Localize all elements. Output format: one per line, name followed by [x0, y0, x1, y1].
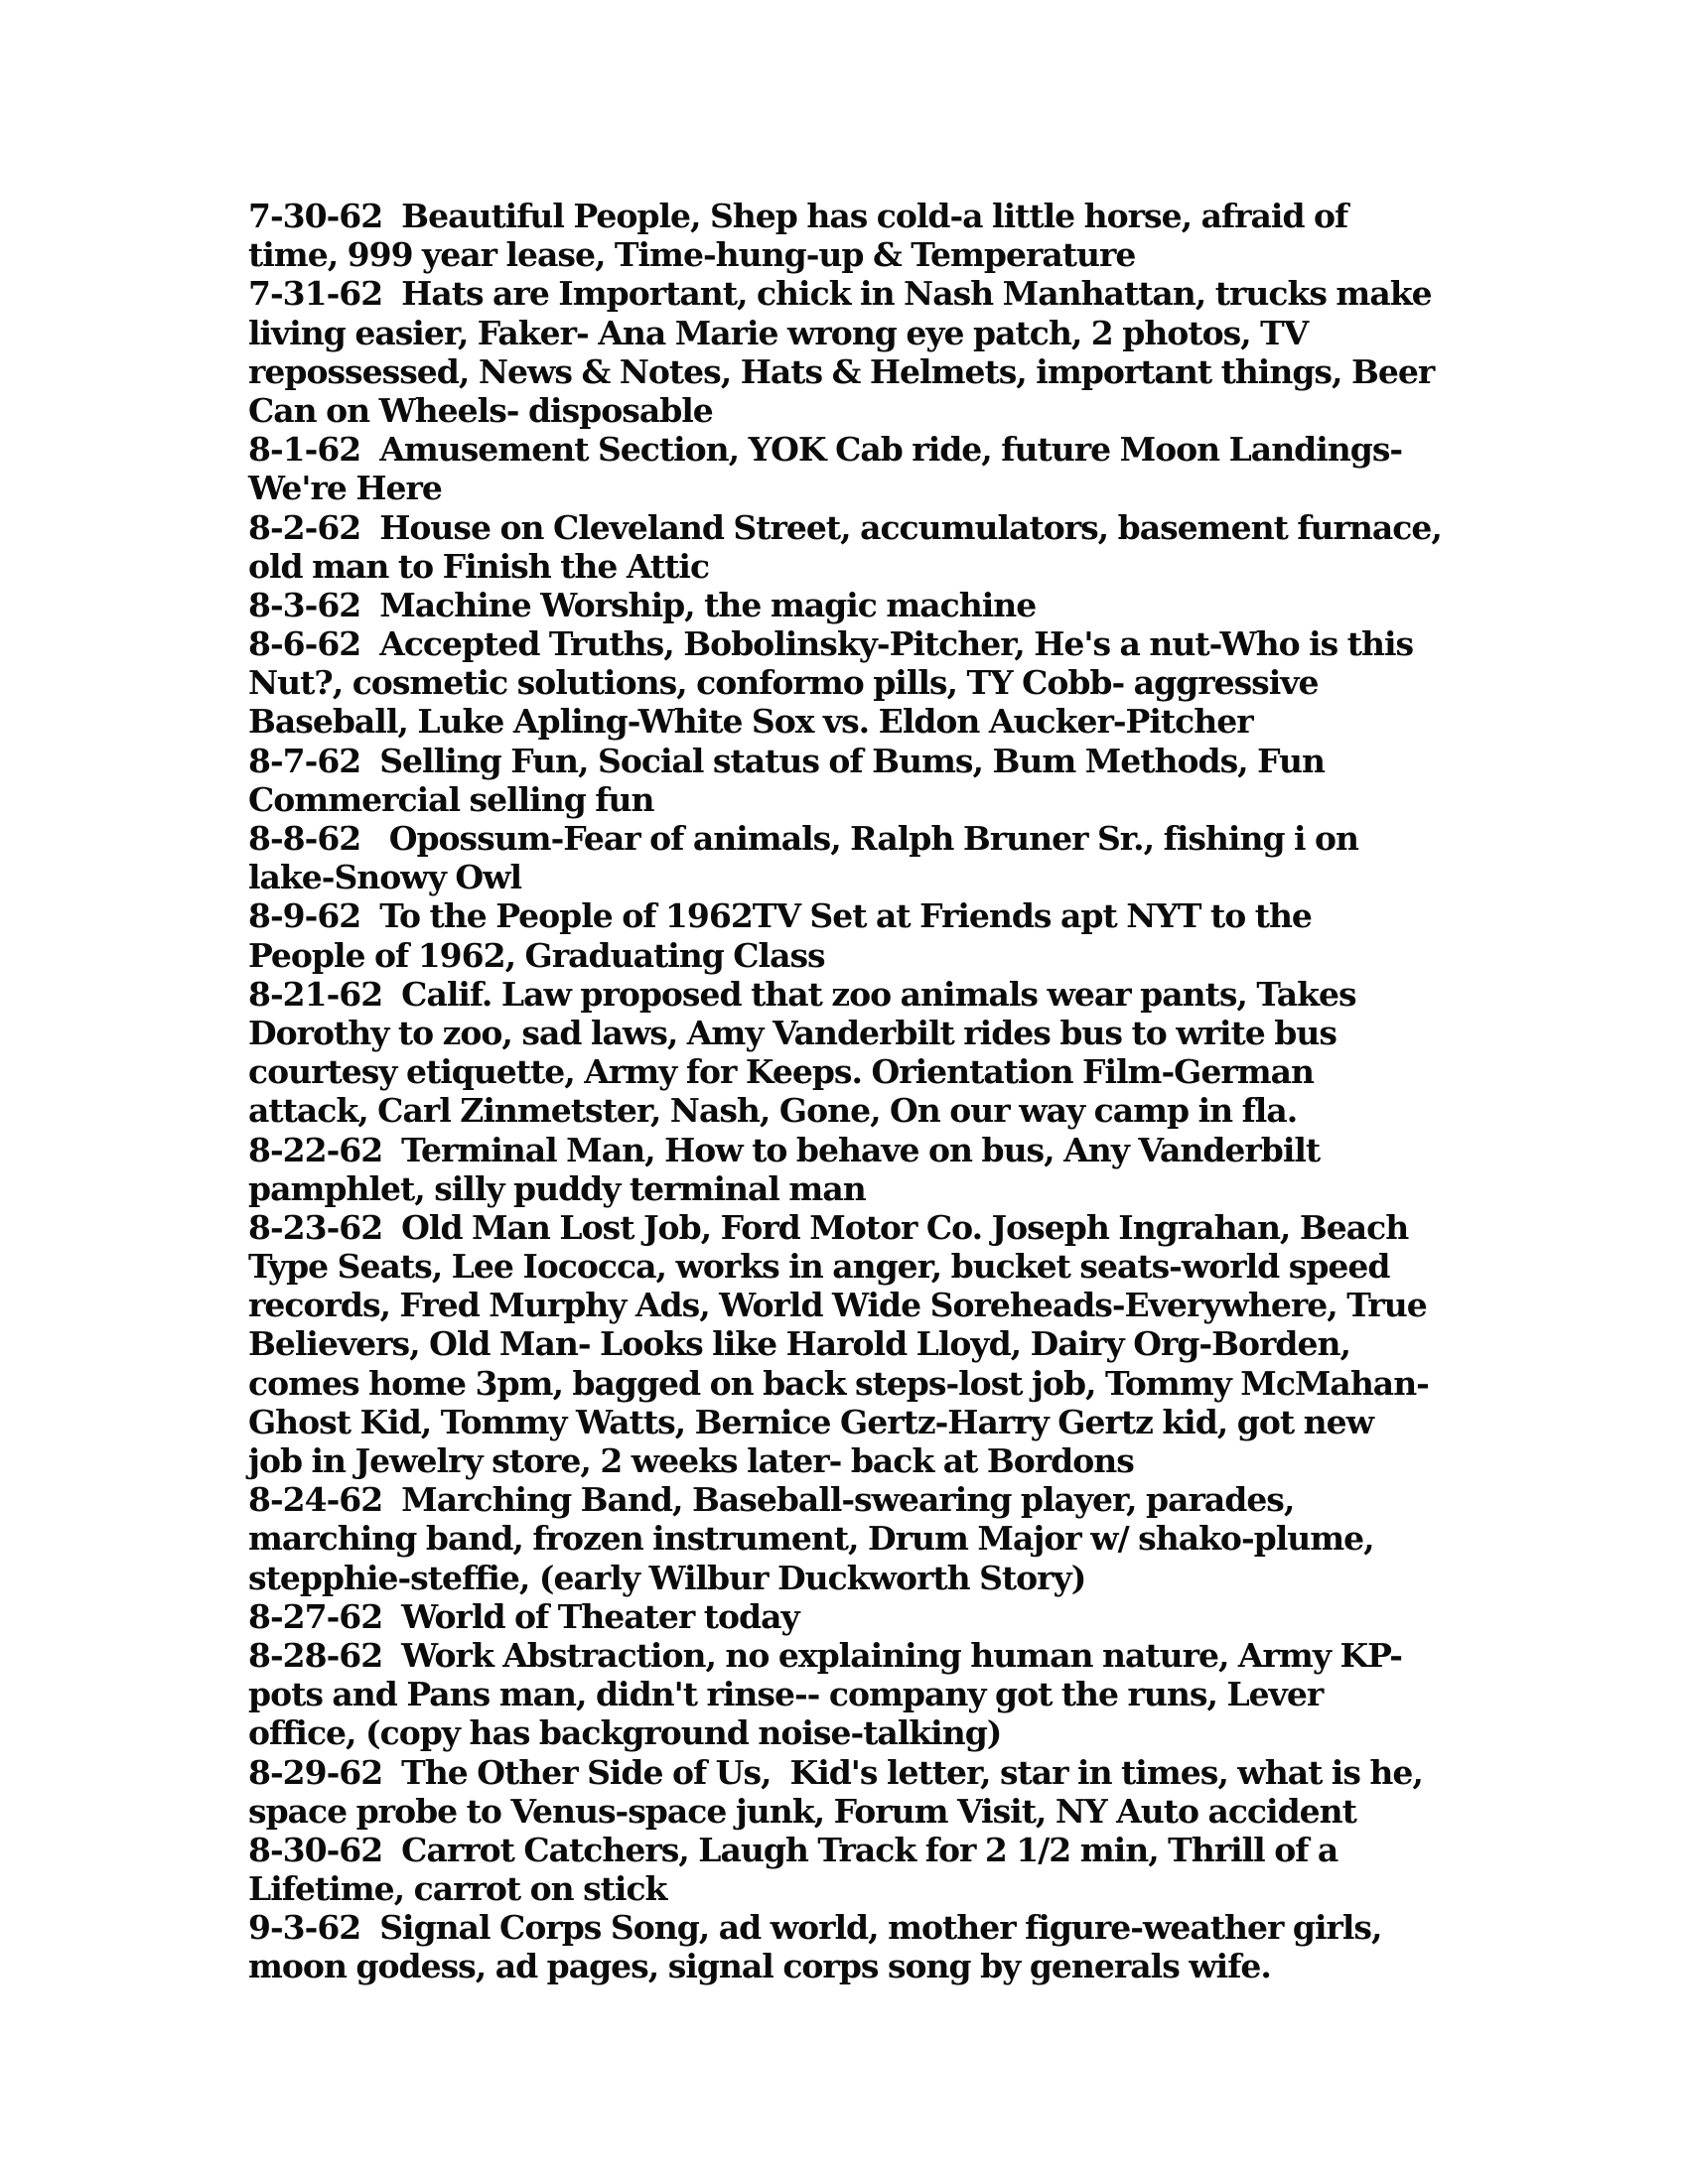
text-line: We're Here [248, 469, 442, 508]
text-line: 8-30-62 Carrot Catchers, Laugh Track for 2 1/2 min, Thrill of a [248, 1830, 1338, 1869]
text-line: 8-1-62 Amusement Section, YOK Cab ride, future Moon Landings- [248, 430, 1403, 470]
text-line: 8-2-62 House on Cleveland Street, accumulators, basement furnace, [248, 507, 1442, 547]
text-line: 8-6-62 Accepted Truths, Bobolinsky-Pitcher, He's a nut-Who is this [248, 624, 1414, 664]
text-line: lake-Snowy Owl [248, 858, 522, 897]
text-line: time, 999 year lease, Time-hung-up & Temperature [248, 235, 1136, 275]
text-line: comes home 3pm, bagged on back steps-lost job, Tommy McMahan- [248, 1363, 1429, 1403]
text-line: 8-3-62 Machine Worship, the magic machine [248, 585, 1037, 624]
text-line: Commercial selling fun [248, 779, 654, 819]
text-line: 8-29-62 The Other Side of Us, Kid's letter, star in times, what is he, [248, 1752, 1423, 1792]
text-line: living easier, Faker- Ana Marie wrong eye patch, 2 photos, TV [248, 313, 1309, 352]
text-line: attack, Carl Zinmetster, Nash, Gone, On our way camp in fla. [248, 1091, 1298, 1131]
text-line: moon godess, ad pages, signal corps song by generals wife. [248, 1947, 1271, 1986]
text-line: old man to Finish the Attic [248, 546, 710, 586]
text-line: 8-27-62 World of Theater today [248, 1596, 799, 1636]
text-line: courtesy etiquette, Army for Keeps. Orientation Film-German [248, 1052, 1315, 1092]
text-line: 7-31-62 Hats are Important, chick in Nash Manhattan, trucks make [248, 274, 1432, 314]
text-line: stepphie-steffie, (early Wilbur Duckworth Story) [248, 1558, 1086, 1597]
text-line: pamphlet, silly puddy terminal man [248, 1168, 866, 1208]
text-line: office, (copy has background noise-talking) [248, 1713, 1002, 1753]
text-line: Dorothy to zoo, sad laws, Amy Vanderbilt rides bus to write bus [248, 1013, 1336, 1052]
text-line: People of 1962, Graduating Class [248, 935, 825, 975]
text-line: 7-30-62 Beautiful People, Shep has cold-a little horse, afraid of [248, 197, 1348, 235]
text-line: Believers, Old Man- Looks like Harold Lloyd, Dairy Org-Borden, [248, 1324, 1350, 1364]
text-line: Type Seats, Lee Iococca, works in anger, bucket seats-world speed [248, 1247, 1390, 1287]
text-line: 8-23-62 Old Man Lost Job, Ford Motor Co. Joseph Ingrahan, Beach [248, 1207, 1409, 1247]
text-line: 8-7-62 Selling Fun, Social status of Bums, Bum Methods, Fun [248, 741, 1325, 780]
text-line: Ghost Kid, Tommy Watts, Bernice Gertz-Harry Gertz kid, got new [248, 1402, 1373, 1441]
text-line: Baseball, Luke Apling-White Sox vs. Eldon Aucker-Pitcher [248, 702, 1253, 742]
document-text [248, 197, 1509, 1986]
text-line: 8-22-62 Terminal Man, How to behave on bus, Any Vanderbilt [248, 1130, 1321, 1169]
text-line: pots and Pans man, didn't rinse-- company got the runs, Lever [248, 1675, 1324, 1714]
text-line: marching band, frozen instrument, Drum Major w/ shako-plume, [248, 1519, 1374, 1559]
text-line: 8-28-62 Work Abstraction, no explaining human nature, Army KP- [248, 1635, 1402, 1675]
text-line: Can on Wheels- disposable [248, 390, 713, 430]
text-line: space probe to Venus-space junk, Forum Visit, NY Auto accident [248, 1791, 1356, 1831]
text-line: repossessed, News & Notes, Hats & Helmets, important things, Beer [248, 351, 1435, 391]
text-line: Lifetime, carrot on stick [248, 1869, 667, 1909]
text-line: job in Jewelry store, 2 weeks later- back at Bordons [248, 1441, 1134, 1480]
text-line: Nut?, cosmetic solutions, conformo pills, TY Cobb- aggressive [248, 663, 1319, 703]
text-line: 8-24-62 Marching Band, Baseball-swearing player, parades, [248, 1480, 1295, 1520]
text-line: 8-9-62 To the People of 1962TV Set at Friends apt NYT to the [248, 896, 1312, 936]
text-line: 9-3-62 Signal Corps Song, ad world, mother figure-weather girls, [248, 1908, 1382, 1948]
text-line: records, Fred Murphy Ads, World Wide Soreheads-Everywhere, True [248, 1286, 1427, 1325]
text-line: 8-21-62 Calif. Law proposed that zoo animals wear pants, Takes [248, 974, 1356, 1014]
text-line: 8-8-62 Opossum-Fear of animals, Ralph Bruner Sr., fishing i on [248, 819, 1359, 858]
